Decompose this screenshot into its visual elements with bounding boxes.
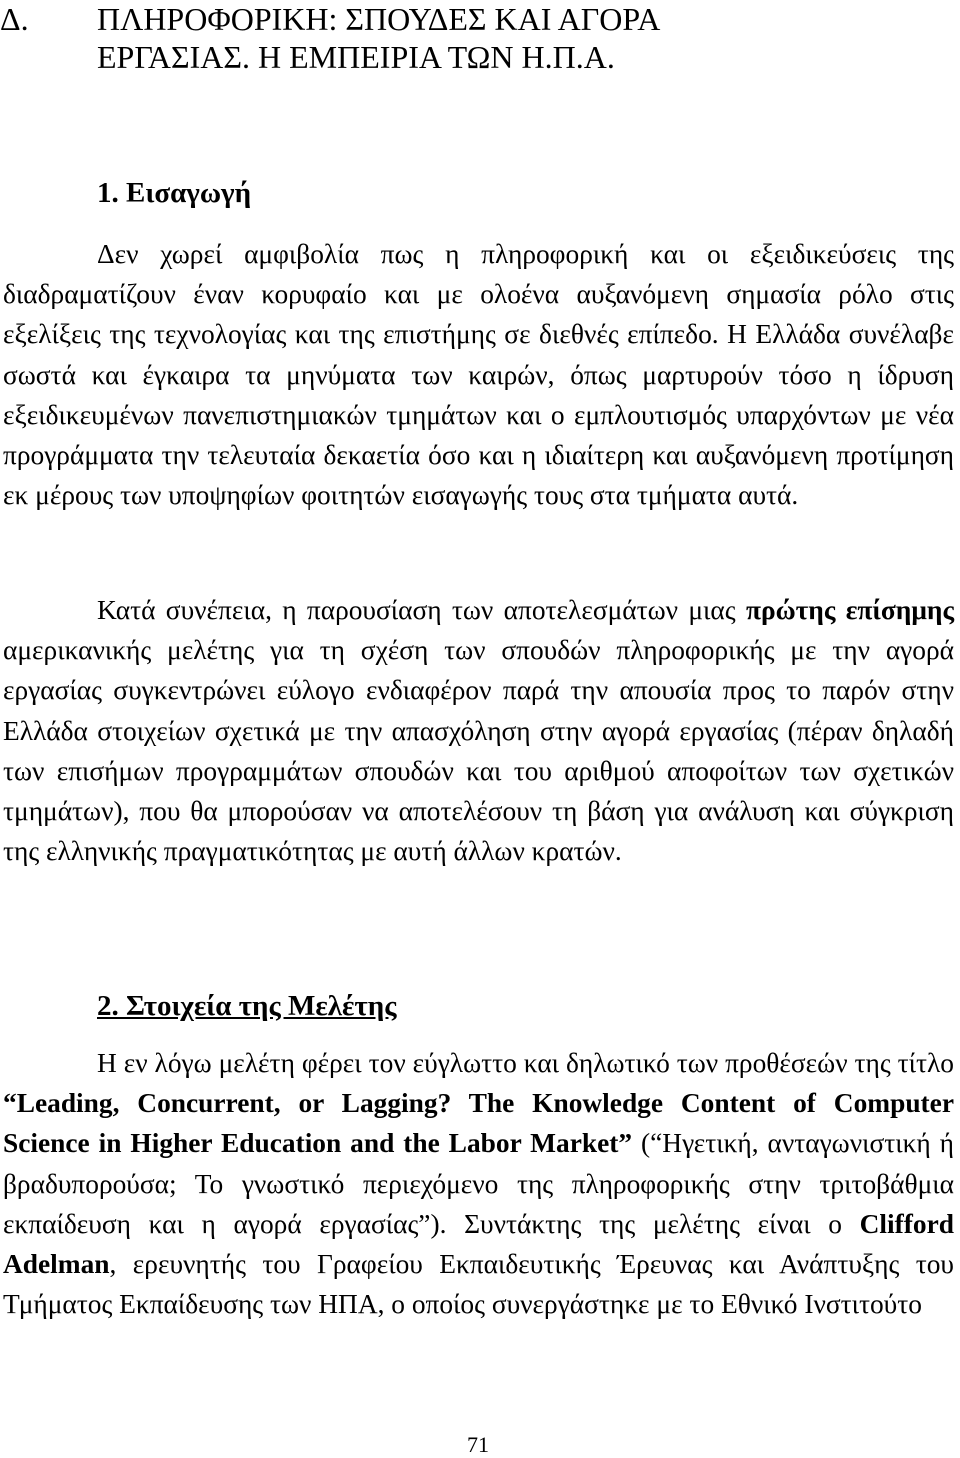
study-title: “Leading, Concurrent, or Lagging? The Knowledge Content of Computer Science in Higher Education and the Labor Market” [3,1088,954,1159]
section-title [0,0,950,76]
intro-paragraph-2-start: Κατά συνέπεια, η παρουσίαση των αποτελεσμάτων μιας [97,595,736,625]
study-paragraph [3,1043,954,1324]
study-heading: 2. Στοιχεία της Μελέτης [97,990,397,1022]
intro-paragraph-2 [3,590,954,871]
section-number: Δ. [0,1,29,37]
section-title-line-1: ΠΛΗΡΟΦΟΡΙΚΗ: ΣΠΟΥΔΕΣ ΚΑΙ ΑΓΟΡΑ [97,1,661,37]
intro-paragraph-2-rest: αμερικανικής μελέτης για τη σχέση των σπουδών πληροφορικής με την αγορά εργασίας συγκεντρώνει εύλογο ενδιαφέρον παρά την απουσία προς το παρόν στην Ελλάδα στοιχείων σχετικά με την απασχόληση στην αγορά εργασίας (πέραν δηλαδή των επισήμων προγραμμάτων σπουδών και του αριθμού αποφοίτων των σχετικών τμημάτων), που θα μπορούσαν να αποτελέσουν τη βάση για ανάλυση και σύγκριση της ελληνικής πραγματικότητας με αυτή άλλων κρατών. [3,635,954,867]
section-title-line-2: ΕΡΓΑΣΙΑΣ. Η ΕΜΠΕΙΡΙΑ ΤΩΝ Η.Π.Α. [97,39,615,75]
study-paragraph-end: , ερευνητής του Γραφείου Εκπαιδευτικής Έρευνας και Ανάπτυξης του Τμήματος Εκπαίδευσης των ΗΠΑ, ο οποίος συνεργάστηκε με το Εθνικό Ινστιτούτο [3,1249,954,1320]
page-number: 71 [467,1432,489,1457]
study-author: Clifford Adelman [3,1208,954,1280]
study-paragraph-start: Η εν λόγω μελέτη φέρει τον εύγλωττο και δηλωτικό των προθέσεών της τίτλο [97,1048,954,1078]
intro-paragraph-1: Δεν χωρεί αμφιβολία πως η πληροφορική και οι εξειδικεύσεις της διαδραματίζουν έναν κορυφαίο και με ολοένα αυξανόμενη σημασία ρόλο στις εξελίξεις της τεχνολογίας και της επιστήμης σε διεθνές επίπεδο. Η Ελλάδα συνέλαβε σωστά και έγκαιρα τα μηνύματα των καιρών, όπως μαρτυρούν τόσο η ίδρυση εξειδικευμένων πανεπιστημιακών τμημάτων και ο εμπλουτισμός υπαρχόντων με νέα προγράμματα την τελευταία δεκαετία όσο και η ιδιαίτερη και αυξανόμενη προτίμηση εκ μέρους των υποψηφίων φοιτητών εισαγωγής τους στα τμήματα αυτά. [3,239,954,511]
study-paragraph-middle: (“Ηγετική, ανταγωνιστική ή βραδυπορούσα; Το γνωστικό περιεχόμενο της πληροφορικής στην τριτοβάθμια εκπαίδευση και η αγορά εργασίας”). Συντάκτης της μελέτης είναι ο [3,1128,954,1239]
emphasis-first-official: πρώτης επίσημης [745,595,954,625]
intro-heading: 1. Εισαγωγή [97,177,252,209]
